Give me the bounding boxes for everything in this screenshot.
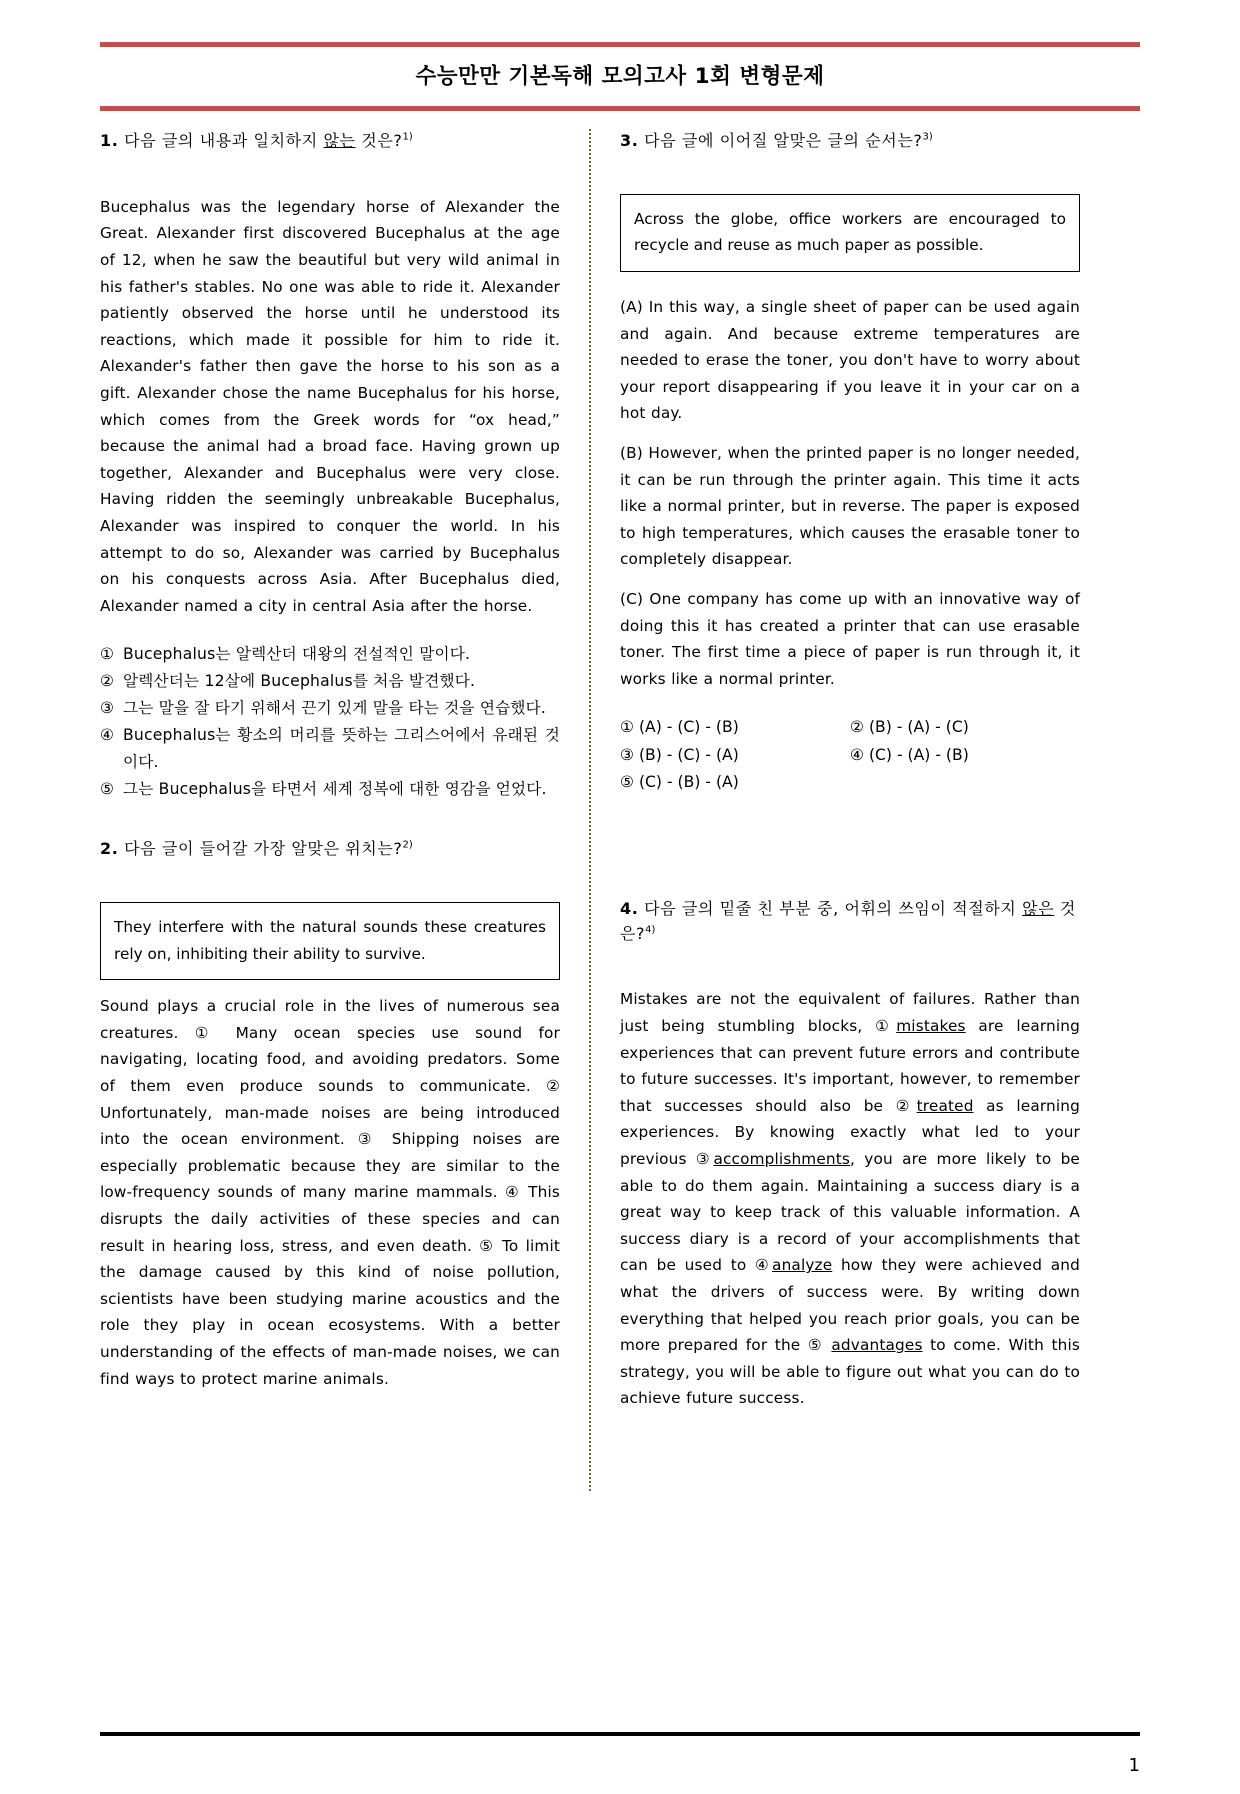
question-4-prompt-before: 다음 글의 밑줄 친 부분 중, 어휘의 쓰임이 적절하지 xyxy=(638,898,1023,918)
choice-item[interactable] xyxy=(620,742,850,770)
choice-label: 알렉산더는 12살에 Bucephalus를 처음 발견했다. xyxy=(123,672,476,691)
choice-item[interactable] xyxy=(850,742,1080,770)
passage-text: as learning experiences. By knowing exactly what led to your previous xyxy=(620,1096,1080,1168)
page-title: 수능만만 기본독해 모의고사 1회 변형문제 xyxy=(415,64,825,89)
choice-marker: ④ xyxy=(850,745,864,764)
question-3-choices xyxy=(620,714,1080,797)
question-2-footnote: 2) xyxy=(402,839,413,851)
question-3-heading xyxy=(620,129,1080,154)
question-1-prompt-underlined: 않는 xyxy=(323,131,356,150)
right-column xyxy=(620,129,1080,1491)
question-3-paragraph-b: (B) However, when the printed paper is no longer needed, it can be run through the printer again. This time it acts like a normal printer, but in reverse. The paper is exposed to high temperatures, which causes the erasable toner to completely disappear. xyxy=(620,443,1080,569)
question-3-prompt: 다음 글에 이어질 알맞은 글의 순서는? xyxy=(638,131,923,150)
question-4-number: 4. xyxy=(620,898,639,918)
choice-marker: ① xyxy=(100,645,115,664)
question-4-heading xyxy=(620,897,1080,947)
spacer xyxy=(100,980,560,993)
choice-marker: ② xyxy=(850,718,864,737)
question-1-prompt-after: 것은? xyxy=(355,131,403,150)
spacer xyxy=(100,619,560,641)
question-1-prompt-before: 다음 글의 내용과 일치하지 xyxy=(118,131,324,150)
spacer xyxy=(620,692,1080,714)
spacer xyxy=(100,868,560,902)
passage-text: are learning experiences that can prevent future errors and contribute to future successes. It's important, however, to remember that successes should also be xyxy=(620,1016,1080,1115)
choice-item[interactable] xyxy=(100,641,560,668)
spacer xyxy=(620,797,1080,847)
choice-label: (C) - (B) - (A) xyxy=(638,773,739,792)
question-4-prompt-after: 것은? xyxy=(620,898,1076,943)
choice-label: (B) - (A) - (C) xyxy=(868,718,969,737)
choice-label: Bucephalus는 황소의 머리를 뜻하는 그리스어에서 유래된 것이다. xyxy=(123,726,560,772)
choice-row xyxy=(620,742,1080,770)
choice-row xyxy=(620,769,1080,797)
passage-text: how they were achieved and what the drivers of success were. By writing down everything that helped you reach prior goals, you can be more prepared for the ⑤ xyxy=(620,1256,1080,1355)
choice-label: 그는 말을 잘 타기 위해서 끈기 있게 말을 타는 것을 연습했다. xyxy=(123,699,547,718)
choice-marker: ⑤ xyxy=(620,773,634,792)
choice-item[interactable] xyxy=(620,769,1080,797)
choice-marker: ③ xyxy=(620,745,634,764)
underlined-term: accomplishments xyxy=(713,1149,851,1168)
passage-text: Mistakes are not the equivalent of failures. Rather than just being stumbling blocks, xyxy=(620,990,1080,1035)
spacer xyxy=(620,272,1080,294)
passage-text: ① xyxy=(875,1016,897,1035)
choice-marker: ② xyxy=(100,672,115,691)
question-1-footnote: 1) xyxy=(402,131,413,143)
choice-label: Bucephalus는 알렉산더 대왕의 전설적인 말이다. xyxy=(123,645,471,664)
question-3-paragraph-c: (C) One company has come up with an innovative way of doing this it has created a printer that can use erasable toner. The first time a piece of paper is run through it, it works like a normal printer. xyxy=(620,589,1080,688)
question-4-passage xyxy=(620,986,1080,1412)
question-3-excerpt-box: Across the globe, office workers are encouraged to recycle and reuse as much paper as possible. xyxy=(620,194,1080,272)
choice-item[interactable] xyxy=(850,714,1080,742)
spacer xyxy=(620,847,1080,897)
choice-marker: ③ xyxy=(100,699,115,718)
underlined-term: mistakes xyxy=(896,1016,966,1035)
choice-item[interactable] xyxy=(100,695,560,722)
footer-rule xyxy=(100,1732,1140,1736)
page-number: 1 xyxy=(1128,1755,1140,1776)
choice-item[interactable] xyxy=(100,776,560,803)
choice-item[interactable] xyxy=(100,722,560,776)
question-1-choices xyxy=(100,641,560,803)
spacer xyxy=(620,427,1080,440)
question-4-footnote: 4) xyxy=(645,924,656,936)
spacer xyxy=(100,803,560,837)
choice-label: (C) - (A) - (B) xyxy=(868,745,969,764)
choice-label: 그는 Bucephalus을 타면서 세계 정복에 대한 영감을 얻었다. xyxy=(123,780,547,799)
question-3-number: 3. xyxy=(620,131,639,150)
header-rule-bottom xyxy=(100,106,1140,111)
choice-label: (B) - (C) - (A) xyxy=(638,745,739,764)
spacer xyxy=(620,573,1080,586)
passage-text: ③ xyxy=(695,1149,714,1168)
exam-page xyxy=(0,42,1240,1794)
choice-marker: ① xyxy=(620,718,634,737)
spacer xyxy=(620,952,1080,986)
dotted-divider-line xyxy=(589,129,591,1491)
question-2-number: 2. xyxy=(100,839,119,859)
question-3-footnote: 3) xyxy=(922,131,933,143)
underlined-term: advantages xyxy=(831,1336,923,1355)
question-2-prompt: 다음 글이 들어갈 가장 알맞은 위치는? xyxy=(118,839,403,859)
passage-text: to come. With this strategy, you will be able to figure out what you can do to achieve future success. xyxy=(620,1336,1080,1408)
question-1-passage: Bucephalus was the legendary horse of Alexander the Great. Alexander first discovered Bucephalus at the age of 12, when he saw the beautiful but very wild animal in his father's stables. No one was able to ride it. Alexander patiently observed the horse until he understood its reactions, which made it possible for him to ride it. Alexander's father then gave the horse to his son as a gift. Alexander chose the name Bucephalus for his horse, which comes from the Greek words for “ox head,” because the animal had a broad face. Having grown up together, Alexander and Bucephalus were very close. Having ridden the seemingly unbreakable Bucephalus, Alexander was inspired to conquer the world. In his attempt to do so, Alexander was carried by Bucephalus on his conquests across Asia. After Bucephalus died, Alexander named a city in central Asia after the horse. xyxy=(100,197,560,615)
choice-marker: ④ xyxy=(100,726,115,745)
choice-item[interactable] xyxy=(620,714,850,742)
left-column xyxy=(100,129,560,1491)
question-2-passage: Sound plays a crucial role in the lives of numerous sea creatures. ① Many ocean species use sound for navigating, locating food, and avoiding predators. Some of them even produce sounds to communicate. ② Unfortunately, man-made noises are being introduced into the ocean environment. ③ Shipping noises are especially problematic because they are similar to the low-frequency sounds of many marine mammals. ④ This disrupts the daily activities of these species and can result in hearing loss, stress, and even death. ⑤ To limit the damage caused by this kind of noise pollution, scientists have been studying marine acoustics and the role they play in ocean ecosystems. With a better understanding of the effects of man-made noises, we can find ways to protect marine animals. xyxy=(100,997,560,1388)
question-2-excerpt-box: They interfere with the natural sounds these creatures rely on, inhibiting their ability to survive. xyxy=(100,902,560,980)
choice-row xyxy=(620,714,1080,742)
passage-text: ② xyxy=(895,1096,917,1115)
question-2-heading xyxy=(100,837,560,862)
passage-text: ④ xyxy=(755,1256,773,1275)
underlined-term: analyze xyxy=(772,1256,833,1275)
spacer xyxy=(620,160,1080,194)
question-1-number: 1. xyxy=(100,131,119,150)
question-3-paragraph-a: (A) In this way, a single sheet of paper can be used again and again. And because extreme temperatures are needed to erase the toner, you don't have to worry about your report disappearing if you leave it in your car on a hot day. xyxy=(620,297,1080,423)
choice-item[interactable] xyxy=(100,668,560,695)
spacer xyxy=(100,160,560,194)
column-divider xyxy=(560,129,620,1491)
passage-text: , you are more likely to be able to do them again. Maintaining a success diary is a great way to keep track of this valuable information. A success diary is a record of your accomplishments that can be used to xyxy=(620,1149,1080,1275)
question-1-heading xyxy=(100,129,560,154)
two-column-body xyxy=(100,129,1140,1491)
underlined-term: treated xyxy=(916,1096,974,1115)
choice-label: (A) - (C) - (B) xyxy=(638,718,739,737)
question-4-prompt-underlined: 않은 xyxy=(1022,898,1055,918)
choice-marker: ⑤ xyxy=(100,780,115,799)
